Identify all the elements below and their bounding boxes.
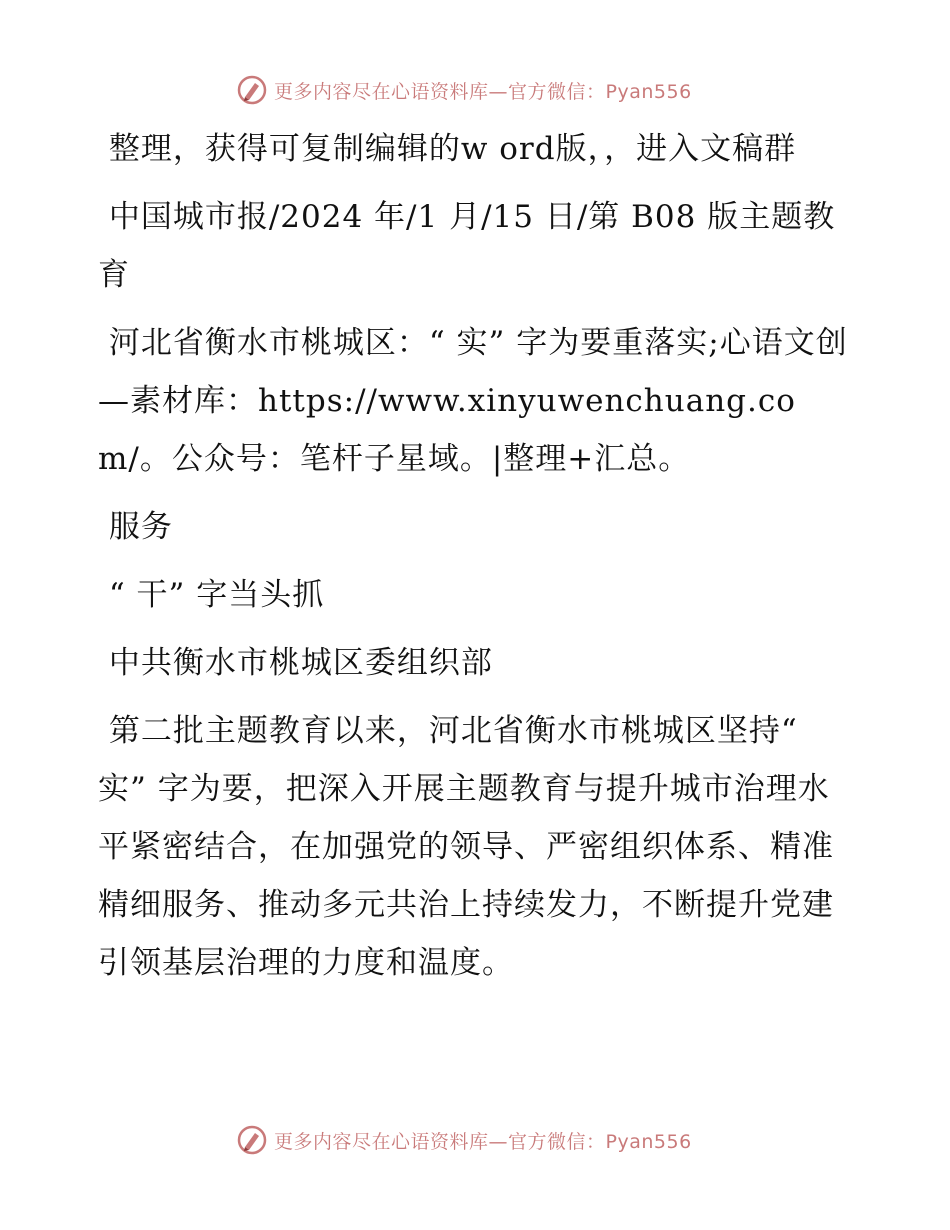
paragraph-body: 第二批主题教育以来，河北省衡水市桃城区坚持“ 实” 字为要，把深入开展主题教育与提升城市治理水平紧密结合，在加强党的领导、严密组织体系、精准精细服务、推动多元共治上持续发力，不断提升党建引领基层治理的力度和温度。 <box>98 713 834 981</box>
paragraph-author: 中共衡水市桃城区委组织部 <box>98 645 493 681</box>
watermark-header <box>236 72 692 108</box>
paragraph-intro: 整理，获得可复制编辑的w ord版，，进入文稿群 <box>98 131 797 167</box>
watermark-text: 更多内容尽在心语资料库—官方微信：Pyan556 <box>274 80 692 103</box>
paragraph-source: 中国城市报/2024 年/1 月/15 日/第 B08 版主题教育 <box>98 199 836 293</box>
pen-logo-icon <box>236 1124 268 1156</box>
paragraph-title: 河北省衡水市桃城区：“ 实” 字为要重落实;心语文创—素材库：https://www.xinyuwenchuang.com/。公众号：笔杆子星域。|整理+汇总。 <box>98 325 848 477</box>
watermark-footer <box>236 1122 692 1158</box>
paragraph-subtitle: “ 干” 字当头抓 <box>98 577 325 613</box>
watermark-text: 更多内容尽在心语资料库—官方微信：Pyan556 <box>274 1130 692 1153</box>
paragraph-service: 服务 <box>98 509 173 545</box>
pen-logo-icon <box>236 74 268 106</box>
document-body <box>98 120 850 1002</box>
